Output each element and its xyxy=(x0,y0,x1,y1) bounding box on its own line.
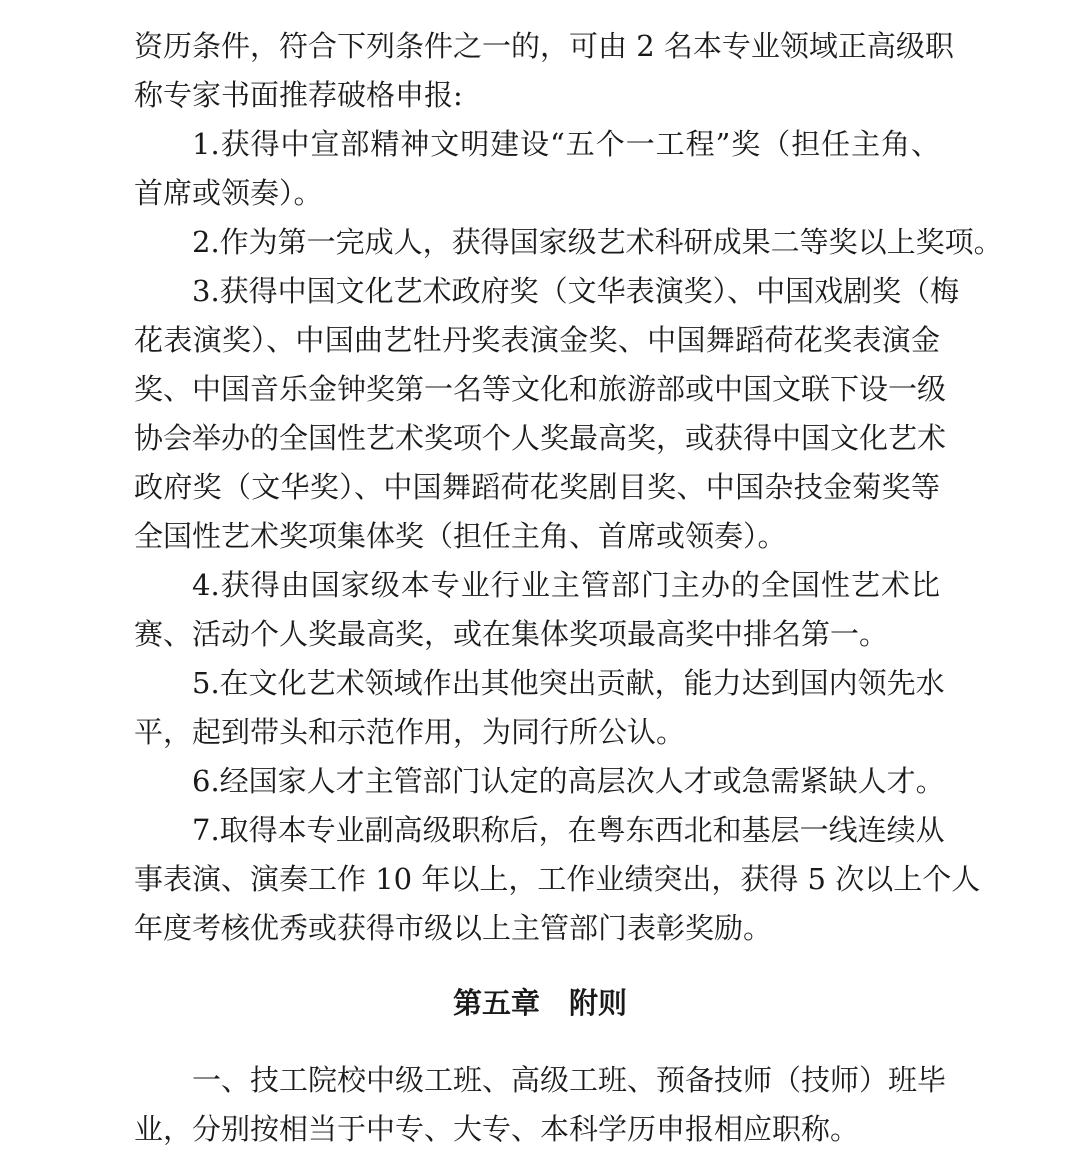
text-line: 赛、活动个人奖最高奖，或在集体奖项最高奖中排名第一。 xyxy=(134,617,889,651)
text-line: 1.获得中宣部精神文明建设“五个一工程”奖（担任主角、 xyxy=(192,127,940,161)
list-item-5 xyxy=(134,659,945,757)
text-line: 首席或领奏）。 xyxy=(134,176,323,210)
list-item-2 xyxy=(134,218,1003,267)
document-body xyxy=(134,22,1003,953)
text-line: 称专家书面推荐破格申报: xyxy=(134,78,463,112)
text-line: 协会举办的全国性艺术奖项个人奖最高奖，或获得中国文化艺术 xyxy=(134,421,947,455)
list-item-3 xyxy=(134,267,960,561)
text-line: 5.在文化艺术领域作出其他突出贡献，能力达到国内领先水 xyxy=(192,666,945,700)
text-line: 事表演、演奏工作 10 年以上，工作业绩突出，获得 5 次以上个人 xyxy=(134,862,981,896)
intro-paragraph xyxy=(134,22,954,120)
text-line: 平，起到带头和示范作用，为同行所公认。 xyxy=(134,715,686,749)
text-line: 全国性艺术奖项集体奖（担任主角、首席或领奏）。 xyxy=(134,519,787,553)
text-line: 3.获得中国文化艺术政府奖（文华表演奖）、中国戏剧奖（梅 xyxy=(192,274,960,308)
text-line: 4.获得由国家级本专业行业主管部门主办的全国性艺术比 xyxy=(192,568,940,602)
list-item-1 xyxy=(134,120,940,218)
text-line: 资历条件，符合下列条件之一的，可由 2 名本专业领域正高级职 xyxy=(134,29,954,63)
text-line: 6.经国家人才主管部门认定的高层次人才或急需紧缺人才。 xyxy=(192,764,945,798)
text-line: 业，分别按相当于中专、大专、本科学历申报相应职称。 xyxy=(134,1112,860,1146)
list-item-6 xyxy=(134,757,945,806)
list-item-7 xyxy=(134,806,981,953)
text-line: 年度考核优秀或获得市级以上主管部门表彰奖励。 xyxy=(134,911,773,945)
text-line: 政府奖（文华奖）、中国舞蹈荷花奖剧目奖、中国杂技金菊奖等 xyxy=(134,470,940,504)
text-line: 7.取得本专业副高级职称后，在粤东西北和基层一线连续从 xyxy=(192,813,945,847)
text-line: 奖、中国音乐金钟奖第一名等文化和旅游部或中国文联下设一级 xyxy=(134,372,947,406)
text-line: 2.作为第一完成人，获得国家级艺术科研成果二等奖以上奖项。 xyxy=(192,225,1003,259)
list-item-4 xyxy=(134,561,940,659)
appendix-paragraph xyxy=(134,1056,947,1152)
chapter-heading: 第五章 附则 xyxy=(452,986,627,1020)
text-line: 花表演奖）、中国曲艺牡丹奖表演金奖、中国舞蹈荷花奖表演金 xyxy=(134,323,940,357)
text-line: 一、技工院校中级工班、高级工班、预备技师（技师）班毕 xyxy=(192,1063,947,1097)
